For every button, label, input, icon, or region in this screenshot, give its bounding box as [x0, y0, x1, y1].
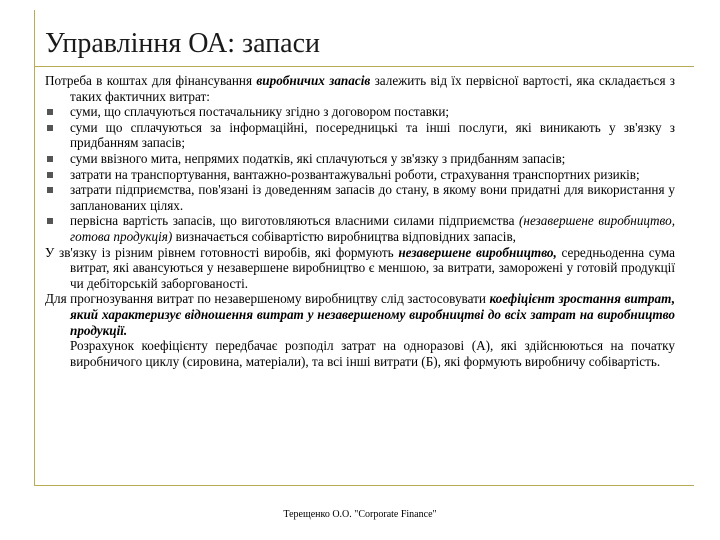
frame-vertical-line	[34, 10, 35, 485]
emphasis-wip: незавершене виробництво,	[398, 244, 557, 260]
wip-paragraph: У зв'язку із різним рівнем готовності виробів, які формують незавершене виробництво, середньоденна сума витрат, які авансуються у незавершене виробництво є меншою, за витрати, заморожені у готовій продукції чи дебіторській заборгованості.	[45, 244, 676, 291]
footer-credit: Терещенко О.О. "Corporate Finance"	[283, 509, 437, 520]
square-bullet-icon	[47, 156, 53, 162]
emphasis-production-stock: виробничих запасів	[256, 73, 371, 88]
forecast-paragraph: Для прогнозування витрат по незавершеному виробництву слід застосовувати коефіцієнт зростання витрат, який характеризує відношення витрат у незавершеному виробництві до всіх затрат на виробництво продукції.	[45, 291, 675, 338]
square-bullet-icon	[47, 172, 53, 178]
slide-title: Управління ОА: запаси	[45, 28, 320, 59]
square-bullet-icon	[47, 218, 53, 224]
emphasis-cost-growth-coefficient: коефіцієнт зростання витрат, який характеризує відношення витрат у незавершеному виробництві до всіх затрат на виробництво продукції.	[70, 291, 675, 338]
coefficient-paragraph: Розрахунок коефіцієнту передбачає розподіл затрат на одноразові (А), які здійснюються на початку виробничого циклу (сировина, матеріали), та всі інші витрати (Б), які формують виробничу собівартість.	[70, 338, 675, 369]
italic-note: (незавершене виробництво, готова продукція)	[70, 213, 675, 244]
footer-divider-line	[34, 485, 694, 486]
list-item: затрати на транспортування, вантажно-розвантажувальні роботи, страхування транспортних ризиків;	[45, 167, 675, 183]
list-item: суми що сплачуються за інформаційні, посередницькі та інші послуги, які виникають у зв'язку з придбанням запасів;	[45, 120, 675, 151]
square-bullet-icon	[47, 109, 53, 115]
slide-body	[45, 73, 675, 369]
title-underline	[34, 66, 694, 67]
list-item: суми ввізного мита, непрямих податків, які сплачуються у зв'язку з придбанням запасів;	[45, 151, 675, 167]
list-item: первісна вартість запасів, що виготовляються власними силами підприємства (незавершене виробництво, готова продукція) визначається собівартістю виробництва відповідних запасів,	[45, 213, 675, 244]
list-item: суми, що сплачуються постачальнику згідно з договором поставки;	[45, 104, 675, 120]
list-item: затрати підприємства, пов'язані із доведенням запасів до стану, в якому вони придатні для використання у запланованих цілях.	[45, 182, 675, 213]
square-bullet-icon	[47, 125, 53, 131]
square-bullet-icon	[47, 187, 53, 193]
intro-paragraph: Потреба в коштах для фінансування виробничих запасів залежить від їх первісної вартості, яка складається з таких фактичних витрат:	[45, 73, 676, 104]
